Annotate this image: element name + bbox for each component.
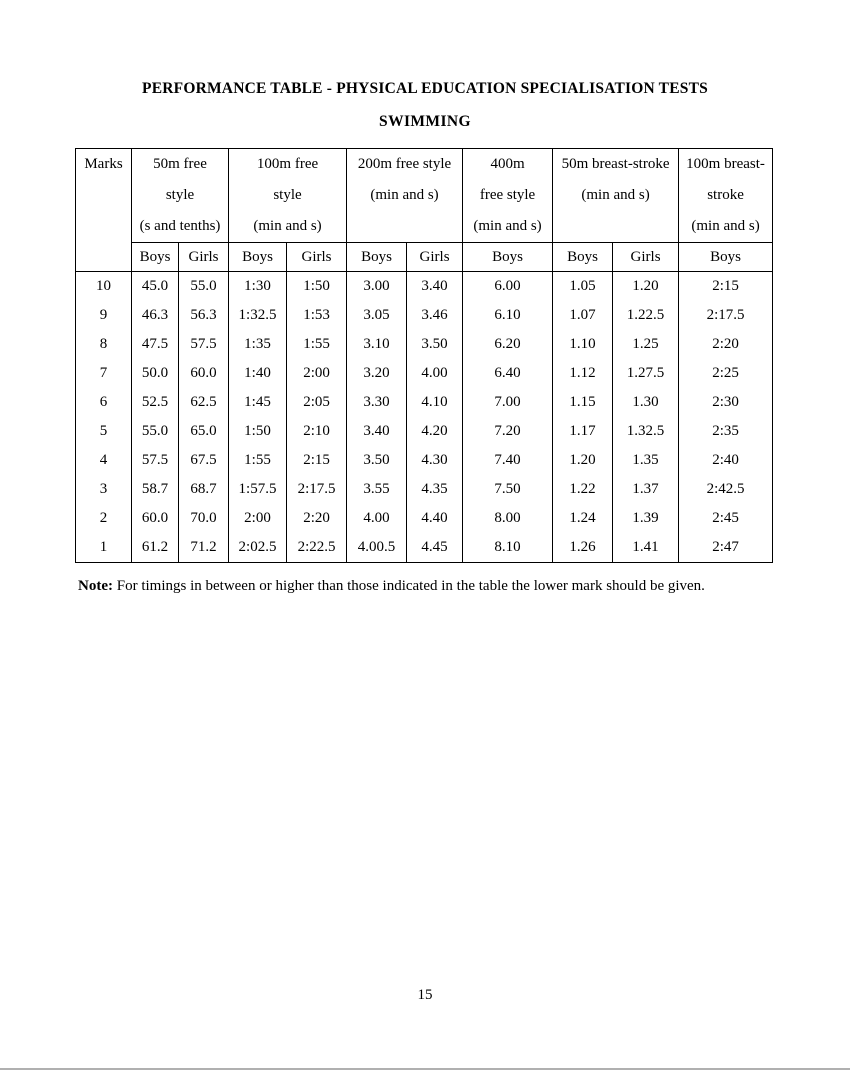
table-row [76,446,773,475]
group-header-line: (s and tenths) [139,218,221,234]
note [78,578,850,595]
value-cell: 58.7 [132,475,179,504]
value-cell: 6.00 [463,272,553,302]
value-cell: 7.00 [463,388,553,417]
sub-header-boys: Boys [229,243,287,272]
value-cell: 4.20 [407,417,463,446]
sub-header-boys: Boys [347,243,407,272]
sub-header-girls: Girls [407,243,463,272]
value-cell: 1:55 [287,330,347,359]
value-cell: 2:17.5 [679,301,773,330]
group-header-line: 100m breast- [686,156,765,172]
mark-cell: 5 [76,417,132,446]
value-cell: 1:32.5 [229,301,287,330]
sub-header-boys: Boys [463,243,553,272]
group-header-100m-freestyle [229,149,347,243]
sub-header-boys: Boys [679,243,773,272]
value-cell: 1.30 [613,388,679,417]
value-cell: 55.0 [179,272,229,302]
value-cell: 3.40 [407,272,463,302]
mark-cell: 1 [76,533,132,563]
value-cell: 1.35 [613,446,679,475]
group-header-line: 100m free [256,156,319,172]
group-header-50m-freestyle [132,149,229,243]
value-cell: 1:30 [229,272,287,302]
sub-header-girls: Girls [287,243,347,272]
sub-header-girls: Girls [179,243,229,272]
value-cell: 2:45 [679,504,773,533]
mark-cell: 8 [76,330,132,359]
value-cell: 6.20 [463,330,553,359]
value-cell: 8.00 [463,504,553,533]
value-cell: 1:50 [229,417,287,446]
value-cell: 1.22.5 [613,301,679,330]
table-body [76,272,773,563]
group-header-line: 50m free [153,156,207,172]
value-cell: 4.00 [347,504,407,533]
value-cell: 1.37 [613,475,679,504]
value-cell: 1.20 [553,446,613,475]
value-cell: 45.0 [132,272,179,302]
value-cell: 68.7 [179,475,229,504]
table-row [76,301,773,330]
note-label: Note: [78,578,113,594]
value-cell: 3.20 [347,359,407,388]
value-cell: 4.30 [407,446,463,475]
value-cell: 1:40 [229,359,287,388]
value-cell: 3.50 [407,330,463,359]
group-header-line: (min and s) [473,218,542,234]
value-cell: 46.3 [132,301,179,330]
value-cell: 4.00 [407,359,463,388]
value-cell: 62.5 [179,388,229,417]
mark-cell: 4 [76,446,132,475]
group-header-400m-freestyle [463,149,553,243]
mark-cell: 10 [76,272,132,302]
mark-cell: 6 [76,388,132,417]
value-cell: 2:02.5 [229,533,287,563]
page-title: PERFORMANCE TABLE - PHYSICAL EDUCATION SPECIALISATION TESTS [142,80,708,97]
sub-header-boys: Boys [132,243,179,272]
value-cell: 2:22.5 [287,533,347,563]
value-cell: 7.40 [463,446,553,475]
value-cell: 2:47 [679,533,773,563]
group-header-line: (min and s) [370,187,439,203]
table-row [76,359,773,388]
value-cell: 2:17.5 [287,475,347,504]
value-cell: 1.20 [613,272,679,302]
group-header-200m-freestyle [347,149,463,243]
value-cell: 67.5 [179,446,229,475]
value-cell: 2:10 [287,417,347,446]
value-cell: 7.20 [463,417,553,446]
value-cell: 70.0 [179,504,229,533]
value-cell: 1:57.5 [229,475,287,504]
value-cell: 3.55 [347,475,407,504]
sub-header-boys: Boys [553,243,613,272]
value-cell: 2:30 [679,388,773,417]
value-cell: 61.2 [132,533,179,563]
value-cell: 2:15 [287,446,347,475]
mark-cell: 3 [76,475,132,504]
value-cell: 4.40 [407,504,463,533]
group-header-line: style [273,187,302,203]
group-header-line: style [165,187,195,203]
value-cell: 8.10 [463,533,553,563]
value-cell: 3.05 [347,301,407,330]
value-cell: 4.10 [407,388,463,417]
table-row [76,533,773,563]
performance-table [75,148,773,563]
value-cell: 2:40 [679,446,773,475]
value-cell: 3.30 [347,388,407,417]
group-header-50m-breaststroke [553,149,679,243]
value-cell: 6.40 [463,359,553,388]
value-cell: 50.0 [132,359,179,388]
value-cell: 1.22 [553,475,613,504]
value-cell: 3.40 [347,417,407,446]
marks-header: Marks [76,149,132,272]
value-cell: 1.15 [553,388,613,417]
value-cell: 2:42.5 [679,475,773,504]
value-cell: 3.46 [407,301,463,330]
value-cell: 3.50 [347,446,407,475]
value-cell: 1:45 [229,388,287,417]
value-cell: 57.5 [179,330,229,359]
value-cell: 2:00 [287,359,347,388]
group-header-line: (min and s) [253,218,322,234]
value-cell: 3.00 [347,272,407,302]
value-cell: 57.5 [132,446,179,475]
value-cell: 47.5 [132,330,179,359]
value-cell: 56.3 [179,301,229,330]
group-header-100m-breaststroke [679,149,773,243]
value-cell: 1.12 [553,359,613,388]
value-cell: 2:35 [679,417,773,446]
table-row [76,330,773,359]
value-cell: 1:50 [287,272,347,302]
value-cell: 4.45 [407,533,463,563]
value-cell: 52.5 [132,388,179,417]
value-cell: 2:20 [679,330,773,359]
page-subtitle: SWIMMING [379,113,471,130]
value-cell: 6.10 [463,301,553,330]
value-cell: 1.39 [613,504,679,533]
value-cell: 71.2 [179,533,229,563]
value-cell: 1.25 [613,330,679,359]
value-cell: 1.41 [613,533,679,563]
group-header-row [76,149,773,243]
value-cell: 3.10 [347,330,407,359]
value-cell: 1:35 [229,330,287,359]
value-cell: 65.0 [179,417,229,446]
value-cell: 1.32.5 [613,417,679,446]
group-header-line: free style [479,187,536,203]
value-cell: 2:00 [229,504,287,533]
group-header-line: (min and s) [691,218,760,234]
value-cell: 2:25 [679,359,773,388]
value-cell: 2:15 [679,272,773,302]
value-cell: 7.50 [463,475,553,504]
value-cell: 1.26 [553,533,613,563]
value-cell: 1.27.5 [613,359,679,388]
note-text: For timings in between or higher than those indicated in the table the lower mark should be given. [116,578,705,594]
table-row [76,272,773,302]
table-row [76,504,773,533]
value-cell: 1.24 [553,504,613,533]
table-row [76,417,773,446]
table-row [76,475,773,504]
sub-header-girls: Girls [613,243,679,272]
group-header-line: 400m [490,156,525,172]
value-cell: 60.0 [132,504,179,533]
sub-header-row [76,243,773,272]
value-cell: 2:05 [287,388,347,417]
mark-cell: 7 [76,359,132,388]
value-cell: 4.00.5 [347,533,407,563]
value-cell: 1.07 [553,301,613,330]
value-cell: 2:20 [287,504,347,533]
value-cell: 1.10 [553,330,613,359]
value-cell: 1.17 [553,417,613,446]
value-cell: 60.0 [179,359,229,388]
value-cell: 1.05 [553,272,613,302]
value-cell: 1:55 [229,446,287,475]
table-row [76,388,773,417]
mark-cell: 2 [76,504,132,533]
value-cell: 4.35 [407,475,463,504]
value-cell: 55.0 [132,417,179,446]
group-header-line: 50m breast-stroke [561,156,670,172]
mark-cell: 9 [76,301,132,330]
value-cell: 1:53 [287,301,347,330]
group-header-line: (min and s) [581,187,650,203]
page-number: 15 [417,987,433,1003]
group-header-line: 200m free style [357,156,452,172]
group-header-line: stroke [707,187,744,203]
